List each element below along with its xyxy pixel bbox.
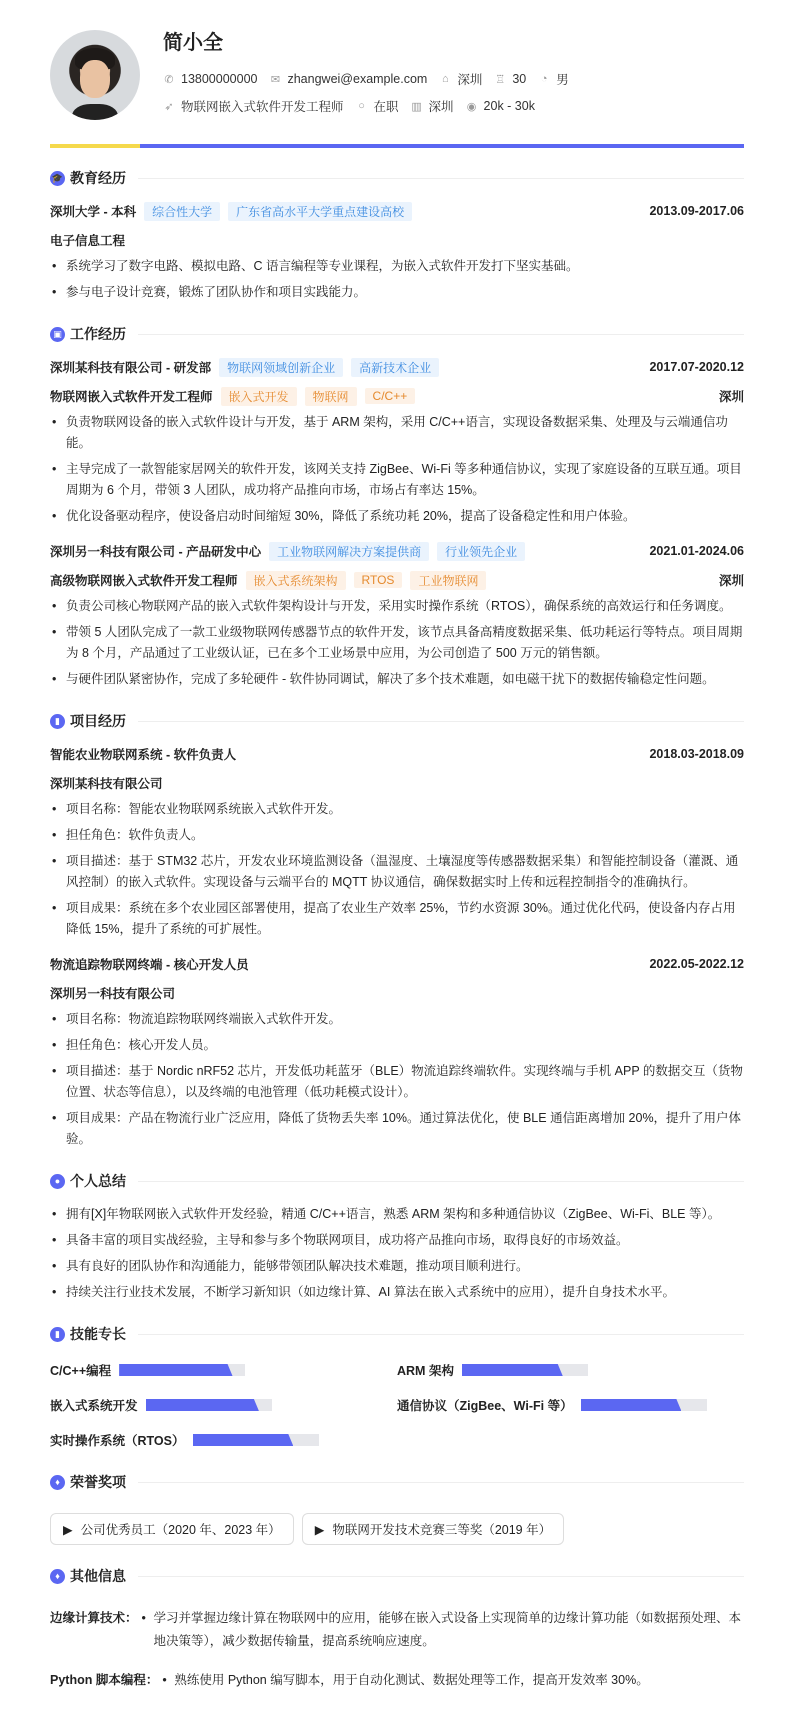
home-icon: ⌂ xyxy=(442,73,449,85)
awards-list xyxy=(50,1513,744,1545)
bullet: • 担任角色：软件负责人。 xyxy=(50,825,744,846)
skill-tag: 嵌入式开发 xyxy=(221,387,297,406)
skill-name: 通信协议（ZigBee、Wi-Fi 等） xyxy=(397,1399,573,1413)
education-row: 深圳大学 - 本科 综合性大学 广东省高水平大学重点建设高校 2013.09-2017.06 xyxy=(50,201,744,221)
section-projects: ▮ 项目经历 xyxy=(50,710,744,732)
briefcase-icon: ▣ xyxy=(50,327,65,342)
company: 深圳某科技有限公司 - 研发部 xyxy=(50,361,212,375)
gender-icon: ◔ xyxy=(540,73,548,85)
candidate-name: 简小全 xyxy=(163,32,223,54)
skill-name: 实时操作系统（RTOS） xyxy=(50,1434,185,1448)
bullet: • 担任角色：核心开发人员。 xyxy=(50,1035,744,1056)
job-date: 2021.01-2024.06 xyxy=(649,544,744,558)
award-item: ▶ 公司优秀员工（2020 年、2023 年） xyxy=(50,1513,294,1545)
triangle-icon: ▶ xyxy=(314,1522,325,1537)
job-intent-row xyxy=(163,97,535,115)
skill-bar-fill xyxy=(462,1364,563,1376)
salary-icon: ◉ xyxy=(466,100,477,113)
project-company: 深圳另一科技有限公司 xyxy=(50,987,176,1001)
bullet: • 项目成果：系统在多个农业园区部署使用，提高了农业生产效率 25%，节约水资源 30%。通过优化代码，使设备内存占用降低 15%，提升了系统的可扩展性。 xyxy=(50,898,744,940)
skills-grid xyxy=(50,1361,744,1449)
bullet: • 带领 5 人团队完成了一款工业级物联网传感器节点的软件开发，该节点具备高精度数据采集、低功耗运行等特点。项目周期为 8 个月，产品通过了工业级认证，已在多个工业场景中应用，为公司创造了 500 万元的销售额。 xyxy=(50,622,744,664)
skill-tag: RTOS xyxy=(354,572,403,588)
job-role: 物联网嵌入式软件开发工程师 xyxy=(50,390,213,404)
skill-bar xyxy=(193,1434,319,1446)
resume xyxy=(50,0,744,1692)
skill-tag: 物联网 xyxy=(305,387,357,406)
company-tag: 物联网领域创新企业 xyxy=(219,358,343,377)
phone: 13800000000 xyxy=(181,72,258,86)
bullet: • 与硬件团队紧密协作，完成了多轮硬件 - 软件协同调试，解决了多个技术难题，如电磁干扰下的数据传输稳定性问题。 xyxy=(50,669,744,690)
email: zhangwei@example.com xyxy=(287,72,428,86)
job-entry xyxy=(50,357,744,527)
skill-bar xyxy=(581,1399,707,1411)
skill-bar-fill xyxy=(119,1364,232,1376)
project-entry xyxy=(50,954,744,1150)
job-role: 高级物联网嵌入式软件开发工程师 xyxy=(50,574,238,588)
project-date: 2022.05-2022.12 xyxy=(649,957,744,971)
bullet: • 主导完成了一款智能家居网关的软件开发，该网关支持 ZigBee、Wi-Fi 等多种通信协议，实现了家庭设备的互联互通。项目周期为 6 个月，带领 3 人团队，成功将产品推向市场，市场占有率达 15%。 xyxy=(50,459,744,501)
job-city: 深圳 xyxy=(718,574,744,588)
status: 在职 xyxy=(373,100,399,114)
skill-bar-fill xyxy=(581,1399,682,1411)
project-entry xyxy=(50,744,744,940)
job-entry xyxy=(50,541,744,690)
skill-name: C/C++编程 xyxy=(50,1364,112,1378)
skill-tag: C/C++ xyxy=(365,388,416,404)
award-item: ▶ 物联网开发技术竞赛三等奖（2019 年） xyxy=(302,1513,564,1545)
triangle-icon: ▶ xyxy=(63,1522,73,1537)
summary-bullets: • 拥有[X]年物联网嵌入式软件开发经验，精通 C/C++语言，熟悉 ARM 架构和多种通信协议（ZigBee、Wi-Fi、BLE 等）。 • 具备丰富的项目实战经验，主导和参与多个物联网项目，成功将产品推向市场，取得良好的市场效益。 • 具有良好的团队协作和沟通能力，能够带领团队解决技术难题，推动项目顺利进行。 • 持续关注行业技术发展，不断学习新知识（如边缘计算、AI 算法在嵌入式系统中的应用），提升自身技术水平。 xyxy=(50,1204,744,1303)
bar-chart-icon: ▮ xyxy=(50,1327,65,1342)
resume-header xyxy=(50,0,744,150)
section-education: 🎓 教育经历 xyxy=(50,167,744,189)
skill-item xyxy=(397,1361,744,1379)
cake-icon: ♖ xyxy=(495,73,506,86)
skill-bar-fill xyxy=(193,1434,294,1446)
other-item: Python 脚本编程： • 熟练使用 Python 编写脚本，用于自动化测试、数据处理等工作，提高开发效率 30%。 xyxy=(50,1669,744,1692)
city: 深圳 xyxy=(457,73,483,87)
project-name: 智能农业物联网系统 - 软件负责人 xyxy=(50,748,237,762)
position: 物联网嵌入式软件开发工程师 xyxy=(181,100,344,114)
skill-item xyxy=(397,1396,744,1414)
salary: 20k - 30k xyxy=(483,99,535,113)
skill-tag: 嵌入式系统架构 xyxy=(246,571,346,590)
graduation-icon: 🎓 xyxy=(50,171,65,186)
other-item: 边缘计算技术： • 学习并掌握边缘计算在物联网中的应用，能够在嵌入式设备上实现简单的边缘计算功能（如数据预处理、本地决策等），减少数据传输量，提高系统响应速度。 xyxy=(50,1607,744,1653)
skill-name: ARM 架构 xyxy=(397,1364,454,1378)
skill-bar xyxy=(462,1364,588,1376)
target-city: 深圳 xyxy=(428,100,454,114)
award-icon: ♦ xyxy=(50,1475,65,1490)
section-other: ♦ 其他信息 xyxy=(50,1565,744,1587)
major: 电子信息工程 xyxy=(50,234,126,248)
job-date: 2017.07-2020.12 xyxy=(649,360,744,374)
skill-bar-fill xyxy=(146,1399,259,1411)
bullet: • 项目描述：基于 Nordic nRF52 芯片，开发低功耗蓝牙（BLE）物流追踪终端软件。实现终端与手机 APP 的数据交互（货物位置、状态等信息），以及终端的电池管理（低功耗模式设计）。 xyxy=(50,1061,744,1103)
bullet: • 项目描述：基于 STM32 芯片，开发农业环境监测设备（温湿度、土壤湿度等传感器数据采集）和智能控制设备（灌溉、通风控制）的嵌入式软件。实现设备与云端平台的 MQTT 协议通信，确保数据实时上传和远程控制指令的准确执行。 xyxy=(50,851,744,893)
building-icon: ▥ xyxy=(411,100,422,113)
project-name: 物流追踪物联网终端 - 核心开发人员 xyxy=(50,958,249,972)
bullet: • 项目成果：产品在物流行业广泛应用，降低了货物丢失率 10%。通过算法优化，使 BLE 通信距离增加 20%，提升了用户体验。 xyxy=(50,1108,744,1150)
send-icon: ➶ xyxy=(164,100,174,113)
bullet: • 优化设备驱动程序，使设备启动时间缩短 30%，降低了系统功耗 20%，提高了设备稳定性和用户体验。 xyxy=(50,506,744,527)
education-bullets: • 系统学习了数字电路、模拟电路、C 语言编程等专业课程，为嵌入式软件开发打下坚实基础。 • 参与电子设计竞赛，锻炼了团队协作和项目实践能力。 xyxy=(50,256,744,303)
section-skills: ▮ 技能专长 xyxy=(50,1323,744,1345)
skill-item xyxy=(50,1396,397,1414)
project-date: 2018.03-2018.09 xyxy=(649,747,744,761)
skill-item xyxy=(50,1361,397,1379)
company-tag: 高新技术企业 xyxy=(351,358,439,377)
status-icon: ○ xyxy=(358,100,365,112)
bullet: • 项目名称：物流追踪物联网终端嵌入式软件开发。 xyxy=(50,1009,744,1030)
gender: 男 xyxy=(556,73,569,87)
job-city: 深圳 xyxy=(718,390,744,404)
info-icon: ♦ xyxy=(50,1569,65,1584)
mail-icon: ✉ xyxy=(270,73,281,86)
phone-icon: ✆ xyxy=(164,73,174,86)
skill-tag: 工业物联网 xyxy=(410,571,486,590)
age: 30 xyxy=(512,72,527,86)
skill-bar xyxy=(146,1399,272,1411)
person-icon: ● xyxy=(50,1174,65,1189)
chart-icon: ▮ xyxy=(50,714,65,729)
skill-item xyxy=(50,1431,397,1449)
company-tag: 行业领先企业 xyxy=(437,542,525,561)
bullet: • 项目名称：智能农业物联网系统嵌入式软件开发。 xyxy=(50,799,744,820)
skill-bar xyxy=(119,1364,245,1376)
header-divider xyxy=(50,144,744,148)
section-work: ▣ 工作经历 xyxy=(50,323,744,345)
company: 深圳另一科技有限公司 - 产品研发中心 xyxy=(50,545,262,559)
bullet: • 负责公司核心物联网产品的嵌入式软件架构设计与开发，采用实时操作系统（RTOS），确保系统的高效运行和任务调度。 xyxy=(50,596,744,617)
contact-row xyxy=(163,70,569,88)
section-awards: ♦ 荣誉奖项 xyxy=(50,1471,744,1493)
company-tag: 工业物联网解决方案提供商 xyxy=(269,542,429,561)
bullet: • 负责物联网设备的嵌入式软件设计与开发，基于 ARM 架构，采用 C/C++语言，实现设备数据采集、处理及与云端通信功能。 xyxy=(50,412,744,454)
avatar xyxy=(50,30,140,120)
project-company: 深圳某科技有限公司 xyxy=(50,777,163,791)
skill-name: 嵌入式系统开发 xyxy=(50,1399,138,1413)
section-summary: ● 个人总结 xyxy=(50,1170,744,1192)
